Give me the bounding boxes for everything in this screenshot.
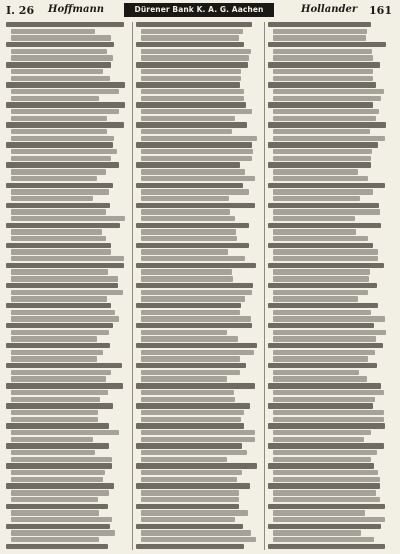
entry-text-stroke (136, 544, 244, 549)
entry-text-stroke (11, 430, 119, 435)
entry-text-stroke (273, 269, 370, 274)
entry-text-stroke (11, 209, 106, 214)
entry-text-stroke (268, 343, 383, 348)
entry-text-stroke (11, 109, 119, 114)
entry-text-stroke (273, 89, 384, 94)
entry-text-stroke (273, 96, 381, 101)
entry-text-stroke (11, 229, 102, 234)
entry-text-stroke (11, 69, 103, 74)
entry-text-stroke (141, 109, 252, 114)
entry-text-stroke (6, 122, 124, 127)
entry-text-stroke (6, 203, 110, 208)
entry-text-stroke (136, 102, 246, 107)
entry-text-stroke (141, 517, 235, 522)
entry-text-stroke (141, 490, 239, 495)
entry-text-stroke (11, 49, 107, 54)
entry-text-stroke (11, 216, 125, 221)
first-entry-name: Hoffmann (48, 4, 104, 15)
entry-text-stroke (273, 417, 384, 422)
entry-text-stroke (268, 303, 378, 308)
entry-text-stroke (273, 236, 368, 241)
entry-text-stroke (268, 102, 373, 107)
entry-text-stroke (141, 316, 251, 321)
entry-text-stroke (273, 510, 365, 515)
entry-text-stroke (11, 350, 103, 355)
entry-text-stroke (136, 223, 249, 228)
entry-text-stroke (136, 142, 252, 147)
entry-text-stroke (273, 209, 380, 214)
entry-text-stroke (6, 483, 114, 488)
entry-text-stroke (141, 269, 232, 274)
entry-text-stroke (268, 82, 376, 87)
entry-text-stroke (11, 249, 111, 254)
entry-text-stroke (11, 310, 115, 315)
entry-text-stroke (268, 243, 373, 248)
entry-text-stroke (268, 504, 385, 509)
column-divider (264, 22, 265, 550)
entry-text-stroke (11, 269, 108, 274)
entry-text-stroke (273, 169, 358, 174)
entry-text-stroke (141, 55, 249, 60)
entry-text-stroke (6, 403, 113, 408)
entry-text-stroke (136, 162, 240, 167)
entry-text-stroke (268, 42, 386, 47)
entry-text-stroke (136, 323, 252, 328)
entry-text-stroke (273, 470, 378, 475)
entry-text-stroke (273, 497, 380, 502)
entry-text-stroke (11, 136, 114, 141)
entry-text-stroke (141, 176, 255, 181)
entry-text-stroke (273, 450, 377, 455)
entry-text-stroke (273, 296, 358, 301)
entry-text-stroke (268, 423, 385, 428)
entry-text-stroke (11, 196, 93, 201)
entry-text-stroke (136, 283, 253, 288)
entry-column-2 (136, 22, 262, 550)
entry-text-stroke (273, 176, 368, 181)
entry-text-stroke (268, 544, 385, 549)
entry-text-stroke (141, 136, 257, 141)
entry-text-stroke (273, 410, 384, 415)
entry-text-stroke (141, 330, 227, 335)
entry-text-stroke (268, 122, 386, 127)
entry-text-stroke (141, 457, 227, 462)
page-number: 161 (369, 4, 392, 17)
entry-text-stroke (141, 430, 255, 435)
entry-text-stroke (141, 477, 237, 482)
entry-text-stroke (268, 62, 380, 67)
entry-text-stroke (268, 142, 378, 147)
entry-text-stroke (273, 477, 380, 482)
entry-text-stroke (11, 276, 118, 281)
entry-text-stroke (6, 504, 108, 509)
entry-text-stroke (11, 457, 112, 462)
entry-text-stroke (141, 249, 228, 254)
entry-text-stroke (273, 316, 385, 321)
entry-text-stroke (273, 196, 360, 201)
entry-text-stroke (268, 363, 377, 368)
entry-text-stroke (273, 216, 355, 221)
entry-text-stroke (136, 423, 244, 428)
entry-text-stroke (141, 450, 247, 455)
entry-text-stroke (6, 82, 125, 87)
entry-text-stroke (141, 69, 241, 74)
entry-text-stroke (11, 470, 105, 475)
entry-text-stroke (141, 216, 235, 221)
entry-text-stroke (11, 236, 106, 241)
entry-text-stroke (136, 483, 250, 488)
entry-text-stroke (141, 196, 229, 201)
entry-text-stroke (11, 530, 115, 535)
entry-text-stroke (141, 497, 239, 502)
entry-text-stroke (11, 89, 119, 94)
entry-text-stroke (273, 490, 376, 495)
entry-text-stroke (268, 323, 374, 328)
entry-text-stroke (273, 149, 372, 154)
entry-text-stroke (273, 376, 367, 381)
entry-text-stroke (141, 397, 235, 402)
entry-text-stroke (273, 256, 378, 261)
entry-text-stroke (136, 463, 257, 468)
entry-text-stroke (11, 189, 109, 194)
entry-text-stroke (141, 376, 227, 381)
entry-text-stroke (141, 417, 241, 422)
entry-text-stroke (141, 156, 252, 161)
entry-text-stroke (11, 370, 111, 375)
entry-text-stroke (141, 390, 234, 395)
entry-column-1 (6, 22, 130, 550)
entry-text-stroke (273, 29, 367, 34)
entry-text-stroke (141, 356, 240, 361)
entry-text-stroke (141, 129, 232, 134)
entry-text-stroke (273, 35, 366, 40)
entry-text-stroke (141, 530, 251, 535)
entry-text-stroke (6, 102, 125, 107)
entry-text-stroke (6, 544, 108, 549)
entry-text-stroke (11, 35, 111, 40)
entry-text-stroke (6, 263, 124, 268)
entry-text-stroke (136, 303, 241, 308)
entry-text-stroke (6, 443, 109, 448)
entry-text-stroke (11, 437, 93, 442)
entry-text-stroke (273, 430, 371, 435)
entry-text-stroke (11, 517, 112, 522)
entry-text-stroke (136, 403, 250, 408)
entry-text-stroke (11, 490, 109, 495)
entry-text-stroke (11, 256, 124, 261)
entry-text-stroke (11, 29, 95, 34)
entry-text-stroke (141, 296, 245, 301)
entry-text-stroke (268, 524, 381, 529)
entry-column-3 (268, 22, 392, 550)
entry-text-stroke (141, 276, 233, 281)
entry-text-stroke (11, 450, 95, 455)
entry-text-stroke (6, 22, 124, 27)
entry-text-stroke (141, 370, 240, 375)
entry-text-stroke (136, 122, 247, 127)
entry-text-stroke (6, 283, 118, 288)
entry-text-stroke (136, 243, 249, 248)
entry-text-stroke (11, 129, 107, 134)
entry-text-stroke (273, 310, 371, 315)
page-header (6, 3, 392, 19)
entry-text-stroke (6, 423, 109, 428)
entry-text-stroke (273, 49, 372, 54)
entry-text-stroke (11, 76, 110, 81)
entry-text-stroke (141, 470, 242, 475)
entry-text-stroke (6, 62, 111, 67)
entry-text-stroke (11, 156, 111, 161)
entry-text-stroke (11, 330, 109, 335)
entry-text-stroke (268, 383, 381, 388)
column-reference: I. 26 (6, 4, 35, 17)
entry-text-stroke (11, 316, 119, 321)
entry-text-stroke (136, 343, 257, 348)
entry-text-stroke (273, 370, 359, 375)
entry-text-stroke (11, 55, 113, 60)
entry-text-stroke (268, 263, 384, 268)
entry-text-stroke (273, 76, 373, 81)
entry-text-stroke (6, 524, 110, 529)
entry-text-stroke (6, 142, 113, 147)
entry-text-stroke (11, 376, 106, 381)
entry-text-stroke (141, 116, 235, 121)
entry-text-stroke (136, 524, 243, 529)
entry-text-stroke (6, 42, 114, 47)
entry-text-stroke (6, 363, 122, 368)
entry-text-stroke (136, 183, 243, 188)
entry-text-stroke (6, 303, 111, 308)
entry-text-stroke (273, 290, 368, 295)
entry-text-stroke (268, 22, 371, 27)
entry-text-stroke (11, 116, 107, 121)
entry-text-stroke (141, 89, 244, 94)
entry-text-stroke (268, 443, 384, 448)
entry-text-stroke (136, 22, 252, 27)
entry-text-stroke (141, 189, 249, 194)
entry-text-stroke (11, 477, 103, 482)
entry-text-stroke (273, 129, 370, 134)
entry-text-stroke (141, 537, 256, 542)
entry-text-stroke (273, 249, 378, 254)
entry-text-stroke (11, 176, 97, 181)
entry-text-stroke (6, 323, 113, 328)
entry-text-stroke (136, 443, 242, 448)
entry-text-stroke (141, 149, 253, 154)
column-divider (132, 22, 133, 550)
entry-text-stroke (141, 35, 239, 40)
entry-text-stroke (273, 109, 379, 114)
entry-text-stroke (273, 276, 369, 281)
entry-text-stroke (273, 336, 376, 341)
entry-text-stroke (141, 410, 244, 415)
entry-text-stroke (136, 82, 240, 87)
entry-text-stroke (273, 55, 373, 60)
entry-text-stroke (273, 116, 376, 121)
entry-text-stroke (11, 510, 99, 515)
entry-text-stroke (141, 510, 248, 515)
entry-text-stroke (136, 504, 239, 509)
entry-text-stroke (268, 183, 385, 188)
entry-text-stroke (273, 136, 385, 141)
entry-text-stroke (11, 96, 99, 101)
entry-text-stroke (6, 343, 110, 348)
entry-text-stroke (11, 169, 106, 174)
entry-text-stroke (136, 62, 248, 67)
entry-text-stroke (141, 29, 243, 34)
entry-text-stroke (141, 209, 230, 214)
entry-text-stroke (11, 296, 107, 301)
entry-text-stroke (273, 229, 356, 234)
entry-text-stroke (136, 203, 255, 208)
entry-text-stroke (136, 42, 244, 47)
entry-text-stroke (273, 69, 373, 74)
entry-text-stroke (141, 169, 245, 174)
entry-text-stroke (273, 517, 385, 522)
advertisement-banner: Dürener Bank K. A. G. Aachen (124, 3, 274, 17)
last-entry-name: Hollander (301, 4, 358, 15)
entry-text-stroke (11, 290, 123, 295)
entry-text-stroke (6, 162, 119, 167)
entry-text-stroke (273, 530, 361, 535)
entry-text-stroke (6, 243, 111, 248)
entry-text-stroke (11, 417, 98, 422)
entry-text-stroke (273, 390, 384, 395)
entry-text-stroke (141, 350, 254, 355)
entry-text-stroke (273, 397, 375, 402)
entry-text-stroke (11, 149, 117, 154)
entry-text-stroke (141, 49, 251, 54)
entry-text-stroke (136, 383, 255, 388)
entry-text-stroke (141, 96, 244, 101)
entry-text-stroke (141, 290, 252, 295)
entry-text-stroke (141, 236, 237, 241)
entry-text-stroke (11, 356, 97, 361)
entry-text-stroke (268, 463, 374, 468)
entry-text-stroke (273, 437, 364, 442)
entry-text-stroke (141, 310, 240, 315)
entry-text-stroke (268, 162, 371, 167)
entry-text-stroke (273, 537, 374, 542)
entry-text-stroke (273, 189, 373, 194)
entry-text-stroke (141, 229, 236, 234)
entry-text-stroke (136, 263, 256, 268)
entry-text-stroke (11, 537, 99, 542)
entry-text-stroke (11, 390, 108, 395)
entry-text-stroke (268, 283, 377, 288)
entry-text-stroke (11, 336, 97, 341)
entry-text-stroke (141, 336, 238, 341)
entry-text-stroke (6, 463, 112, 468)
entry-text-stroke (273, 356, 368, 361)
entry-text-stroke (141, 76, 241, 81)
entry-text-stroke (11, 497, 98, 502)
entry-text-stroke (273, 156, 371, 161)
entry-text-stroke (268, 223, 381, 228)
entry-text-stroke (11, 410, 98, 415)
entry-text-stroke (141, 437, 255, 442)
entry-text-stroke (141, 256, 245, 261)
entry-text-stroke (268, 483, 380, 488)
entry-text-stroke (268, 203, 379, 208)
entry-text-stroke (6, 383, 123, 388)
entry-text-stroke (6, 223, 120, 228)
entry-text-stroke (11, 397, 100, 402)
entry-text-stroke (273, 330, 386, 335)
entry-text-stroke (136, 363, 246, 368)
entry-text-stroke (6, 183, 113, 188)
entry-text-stroke (268, 403, 373, 408)
entry-text-stroke (273, 457, 371, 462)
entry-text-stroke (273, 350, 375, 355)
